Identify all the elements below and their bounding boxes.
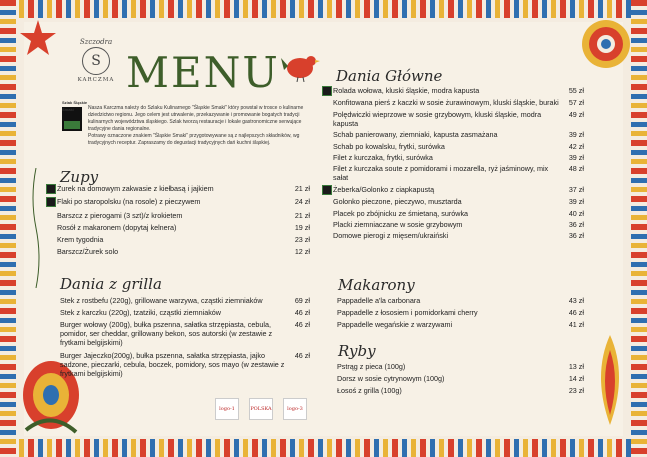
footer-logo-1: logo-1 (215, 398, 239, 420)
slaskie-smaki-badge-icon (46, 197, 56, 207)
menu-item (337, 362, 584, 371)
section-title-ryby: Ryby (338, 342, 376, 360)
menu-item-name: Placek po zbójnicku ze śmietaną, surówka (333, 208, 469, 218)
menu-item (322, 98, 584, 107)
footer-logo-2: POLSKA (249, 398, 273, 420)
badge-slot (46, 197, 57, 207)
menu-item (46, 223, 310, 232)
intro-text (62, 100, 306, 147)
menu-item-name: Burger Jajeczko(200g), bułka pszenna, sałatka strzępiasta, jajko sadzone, pieczarki, cebula, boczek, pomidory, sos mayo (w zestawie z frytkami belgijskimi) (60, 350, 285, 378)
menu-item-name: Barszcz/Żurek solo (57, 247, 119, 257)
menu-item (322, 110, 584, 128)
menu-item-price: 49 zł (568, 109, 584, 119)
menu-item-price: 46 zł (294, 308, 310, 318)
menu-item (46, 184, 310, 194)
menu-item-name: Pappadelle z łososiem i pomidorkami cherry (337, 308, 478, 317)
star-ornament-icon (18, 18, 58, 58)
menu-item (337, 296, 584, 305)
menu-item-price: 46 zł (294, 350, 310, 360)
menu-item-price: 23 zł (568, 386, 584, 395)
menu-item (60, 351, 310, 378)
grill-list (60, 296, 310, 381)
leaf-ornament-right-icon (590, 330, 630, 430)
section-title-grill: Dania z grilla (60, 275, 162, 293)
menu-item (322, 86, 584, 96)
glowne-list (322, 86, 584, 243)
menu-item-price: 57 zł (568, 98, 584, 108)
slaskie-smaki-badge-icon (322, 185, 332, 195)
folk-border-bottom (0, 439, 647, 457)
bird-icon (280, 48, 320, 82)
menu-item-price: 12 zł (294, 247, 310, 257)
intro-paragraph-2: Potrawy oznaczone znakiem "Śląskie Smaki" przygotowywane są z najlepszych składników, wg tradycyjnych receptur. Zapraszamy do degustacji tradycyjnych dań kuchni śląskiej. (88, 133, 300, 146)
menu-item-price: 21 zł (294, 210, 310, 220)
menu-item-price: 48 zł (568, 164, 584, 174)
menu-item-price: 40 zł (568, 208, 584, 218)
menu-item-price: 21 zł (294, 184, 310, 193)
menu-item (60, 320, 310, 347)
menu-item-name: Barszcz z pierogami (3 szt)/z krokietem (57, 210, 183, 220)
section-title-zupy: Zupy (60, 168, 99, 186)
menu-item (46, 235, 310, 244)
menu-item-price: 46 zł (294, 320, 310, 330)
menu-item-name: Flaki po staropolsku (na rosole) z pieczywem (57, 197, 201, 207)
folk-border-top (0, 0, 647, 18)
slaskie-smaki-badge-icon (322, 86, 332, 96)
menu-item (46, 247, 310, 256)
menu-item-price: 37 zł (568, 184, 584, 194)
menu-item (60, 296, 310, 305)
menu-item (322, 185, 584, 195)
menu-item (337, 320, 584, 329)
menu-item-name: Łosoś z grilla (100g) (337, 386, 402, 395)
badge-slot (322, 185, 333, 195)
menu-item-price: 55 zł (568, 86, 584, 95)
menu-item-price: 23 zł (294, 234, 310, 244)
menu-item-name: Krem tygodnia (57, 234, 104, 244)
menu-item (322, 142, 584, 151)
footer-logos (215, 398, 307, 420)
menu-item-name: Dorsz w sosie cytrynowym (100g) (337, 374, 445, 383)
menu-item-price: 39 zł (568, 153, 584, 163)
menu-item-name: Żeberka/Golonko z ciapkapustą (333, 184, 435, 194)
menu-item-price: 36 zł (568, 220, 584, 230)
menu-item-name: Golonko pieczone, pieczywo, musztarda (333, 197, 462, 207)
menu-item-price: 19 zł (294, 222, 310, 232)
menu-item (322, 220, 584, 229)
menu-item-name: Domowe pierogi z mięsem/ukraiński (333, 231, 449, 241)
menu-item (46, 197, 310, 207)
ryby-list (337, 362, 584, 398)
menu-item (337, 386, 584, 395)
menu-item (322, 209, 584, 218)
menu-item-name: Schab po kowalsku, frytki, surówka (333, 141, 445, 151)
zupy-list (46, 184, 310, 259)
menu-item (322, 130, 584, 139)
menu-item-price: 43 zł (568, 296, 584, 305)
menu-item (60, 308, 310, 317)
menu-item-name: Filet z kurczaka, frytki, surówka (333, 153, 433, 163)
menu-item (322, 231, 584, 240)
menu-item-name: Żurek na domowym zakwasie z kiełbasą i jajkiem (57, 184, 214, 193)
brand-logo (70, 38, 122, 96)
menu-item-name: Pappadelle a'la carbonara (337, 296, 421, 305)
menu-item (322, 197, 584, 206)
menu-item-name: Stek z karczku (220g), tzatziki, cząstki ziemniaków (60, 308, 221, 318)
brand-subtitle: KARCZMA (77, 77, 115, 83)
menu-item-price: 39 zł (568, 130, 584, 140)
footer-logo-3: logo-3 (283, 398, 307, 420)
menu-item-price: 14 zł (568, 374, 584, 383)
menu-item-name: Schab panierowany, ziemniaki, kapusta zasmażana (333, 130, 498, 140)
menu-item (322, 153, 584, 162)
menu-item-price: 24 zł (294, 197, 310, 207)
menu-item-name: Rolada wołowa, kluski śląskie, modra kapusta (333, 86, 480, 95)
menu-item-price: 39 zł (568, 197, 584, 207)
folk-border-left (0, 0, 16, 457)
menu-item-name: Pappadelle wegańskie z warzywami (337, 320, 453, 329)
flower-ornament-icon (578, 16, 634, 72)
intro-paragraph-1: Nasza Karczma należy do Szlaku Kulinarnego "Śląskie Smaki" który powstał w trosce o kulinarne dziedzictwo regionu. Jego celem jest utrwalenie, przekazywanie i promowanie bogatych tradycji kulinarnych województwa śląskiego. Szlak tworzą restauracje i lokale gastronomiczne serwujące tradycyjne dania regionalne. (88, 105, 304, 132)
menu-item (322, 164, 584, 182)
menu-item (46, 211, 310, 220)
menu-item-name: Filet z kurczaka soute z pomidorami i mozarella, ryż jaśminowy, mix sałat (333, 164, 549, 183)
menu-item-price: 46 zł (568, 308, 584, 317)
menu-item-name: Burger wołowy (200g), bułka pszenna, sałatka strzępiasta, cebula, pomidor, ser cheddar, grillowany bekon, sos autorski (w zestawie z frytkami belgijskimi) (60, 320, 273, 348)
brand-mark-icon: S (82, 47, 110, 75)
section-title-glowne: Dania Główne (336, 67, 443, 85)
makarony-list (337, 296, 584, 332)
menu-item-name: Pstrąg z pieca (100g) (337, 362, 406, 371)
menu-item-name: Stek z rostbefu (220g), grillowane warzywa, cząstki ziemniaków (60, 296, 263, 305)
menu-item-price: 13 zł (568, 362, 584, 371)
slaskie-smaki-badge-icon (46, 184, 56, 194)
menu-item (337, 308, 584, 317)
badge-slot (46, 184, 57, 194)
menu-item-name: Polędwiczki wieprzowe w sosie grzybowym, kluski śląskie, modra kapusta (333, 109, 542, 128)
menu-item-name: Rosół z makaronem (dopytaj kelnera) (57, 222, 177, 232)
menu-item (337, 374, 584, 383)
menu-item-price: 42 zł (568, 141, 584, 151)
menu-item-name: Konfitowana pierś z kaczki w sosie żurawinowym, kluski śląskie, buraki (333, 98, 559, 108)
brand-name: Szczodra (79, 38, 113, 46)
badge-slot (322, 86, 333, 96)
menu-item-price: 41 zł (568, 320, 584, 329)
page-title: MENU (126, 48, 280, 97)
menu-item-name: Placki ziemniaczane w sosie grzybowym (333, 220, 463, 230)
intro-badge-text: Szlak Śląskie Smaki (62, 100, 88, 112)
section-title-makarony: Makarony (338, 276, 415, 294)
menu-item-price: 36 zł (568, 231, 584, 241)
menu-item-price: 69 zł (294, 296, 310, 305)
vine-ornament-icon (30, 168, 42, 288)
